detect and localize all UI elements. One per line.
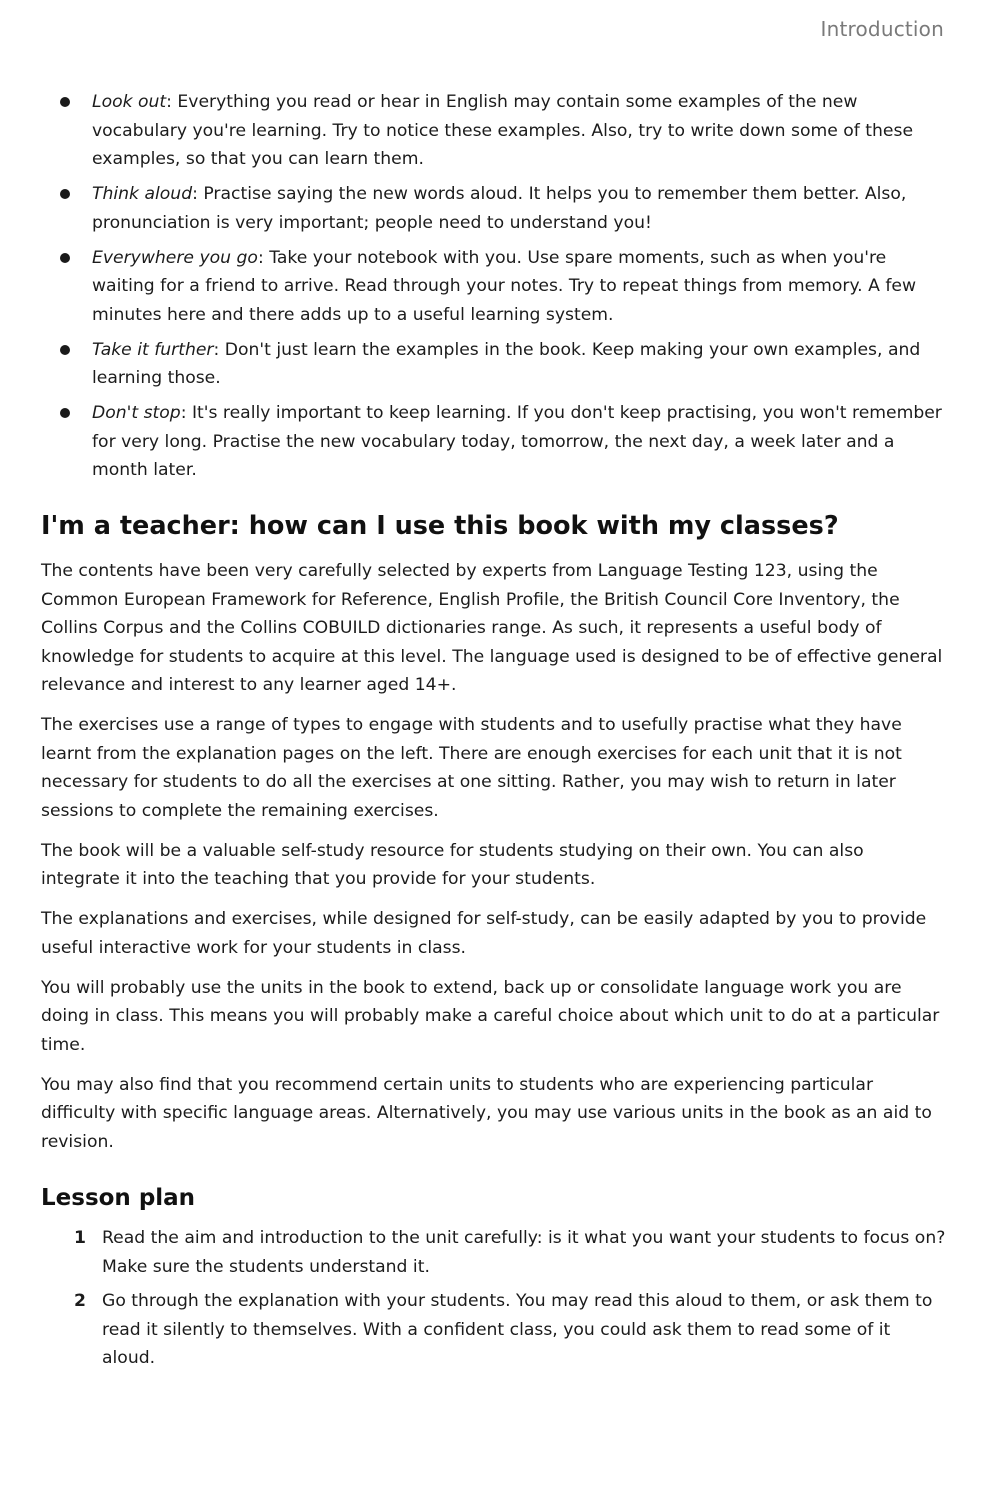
bullet-icon: [60, 253, 70, 263]
tip-separator: :: [180, 403, 187, 423]
paragraph: You may also find that you recommend certain units to students who are experiencing particular difficulty with specific language areas. Alternatively, you may use various units in the book as an aid to revision.: [41, 1074, 932, 1152]
tip-everywhere-you-go: [58, 244, 948, 330]
tip-think-aloud: [58, 180, 948, 237]
bullet-icon: [60, 189, 70, 199]
paragraph: The book will be a valuable self-study resource for students studying on their own. You can also integrate it into the teaching that you provide for your students.: [41, 840, 864, 889]
tip-text: Practise saying the new words aloud. It helps you to remember them better. Also, pronunciation is very important; people need to understand you!: [92, 184, 907, 233]
teacher-section: [41, 508, 946, 1379]
learning-tips-list: [58, 88, 948, 491]
tip-separator: :: [257, 247, 264, 268]
bullet-icon: [60, 408, 70, 418]
lesson-plan-heading: Lesson plan: [41, 1185, 196, 1211]
tip-text: It's really important to keep learning. If you don't keep practising, you won't remember for very long. Practise the new vocabulary today, tomorrow, the next day, a week later and a month later.: [92, 403, 942, 480]
tip-take-it-further: [58, 336, 948, 393]
tip-dont-stop: [58, 399, 948, 485]
step-text: Read the aim and introduction to the unit carefully: is it what you want your students to focus on? Make sure the students understand it.: [102, 1228, 946, 1277]
paragraph: The explanations and exercises, while designed for self-study, can be easily adapted by you to provide useful interactive work for your students in class.: [41, 909, 927, 958]
tip-term: Everywhere you go: [92, 247, 258, 268]
running-head: Introduction: [820, 17, 944, 41]
tip-term: Think aloud: [92, 184, 193, 204]
tip-text: Take your notebook with you. Use spare moments, such as when you're waiting for a friend to arrive. Read through your notes. Try to repeat things from memory. A few minutes here and there adds up to a useful learning system.: [92, 247, 917, 325]
paragraph: You will probably use the units in the book to extend, back up or consolidate language work you are doing in class. This means you will probably make a careful choice about which unit to do at a particular time.: [41, 977, 940, 1055]
tip-term: Look out: [92, 92, 167, 112]
tip-separator: :: [213, 339, 220, 360]
tip-separator: :: [192, 184, 198, 204]
paragraph: The exercises use a range of types to engage with students and to usefully practise what they have learnt from the explanation pages on the left. There are enough exercises for each unit that it is not necessary for students to do all the exercises at one sitting. Rather, you may wish to return in later sessions to complete the remaining exercises.: [41, 715, 902, 821]
teacher-section-heading: I'm a teacher: how can I use this book with my classes?: [41, 511, 839, 541]
lesson-plan-steps: [41, 1224, 946, 1373]
bullet-icon: [60, 97, 70, 107]
tip-text: Everything you read or hear in English may contain some examples of the new vocabulary you're learning. Try to notice these examples. Also, try to write down some of these examples, so that you can learn them.: [92, 92, 914, 169]
step-number: 1: [74, 1228, 86, 1248]
step-text: Go through the explanation with your students. You may read this aloud to them, or ask them to read it silently to themselves. With a confident class, you could ask them to read some of it aloud.: [102, 1291, 933, 1368]
tip-term: Take it further: [92, 339, 214, 360]
tip-text: Don't just learn the examples in the book. Keep making your own examples, and learning those.: [92, 339, 921, 388]
lesson-step: [41, 1224, 946, 1281]
bullet-icon: [60, 345, 70, 355]
tip-term: Don't stop: [92, 403, 181, 423]
step-number: 2: [74, 1291, 86, 1311]
tip-look-out: [58, 88, 948, 174]
paragraph: The contents have been very carefully selected by experts from Language Testing 123, using the Common European Framework for Reference, English Profile, the British Council Core Inventory, the Collins Corpus and the Collins COBUILD dictionaries range. As such, it represents a useful body of knowledge for students to acquire at this level. The language used is designed to be of effective general relevance and interest to any learner aged 14+.: [41, 561, 943, 695]
tip-separator: :: [166, 92, 172, 112]
lesson-step: [41, 1287, 946, 1373]
